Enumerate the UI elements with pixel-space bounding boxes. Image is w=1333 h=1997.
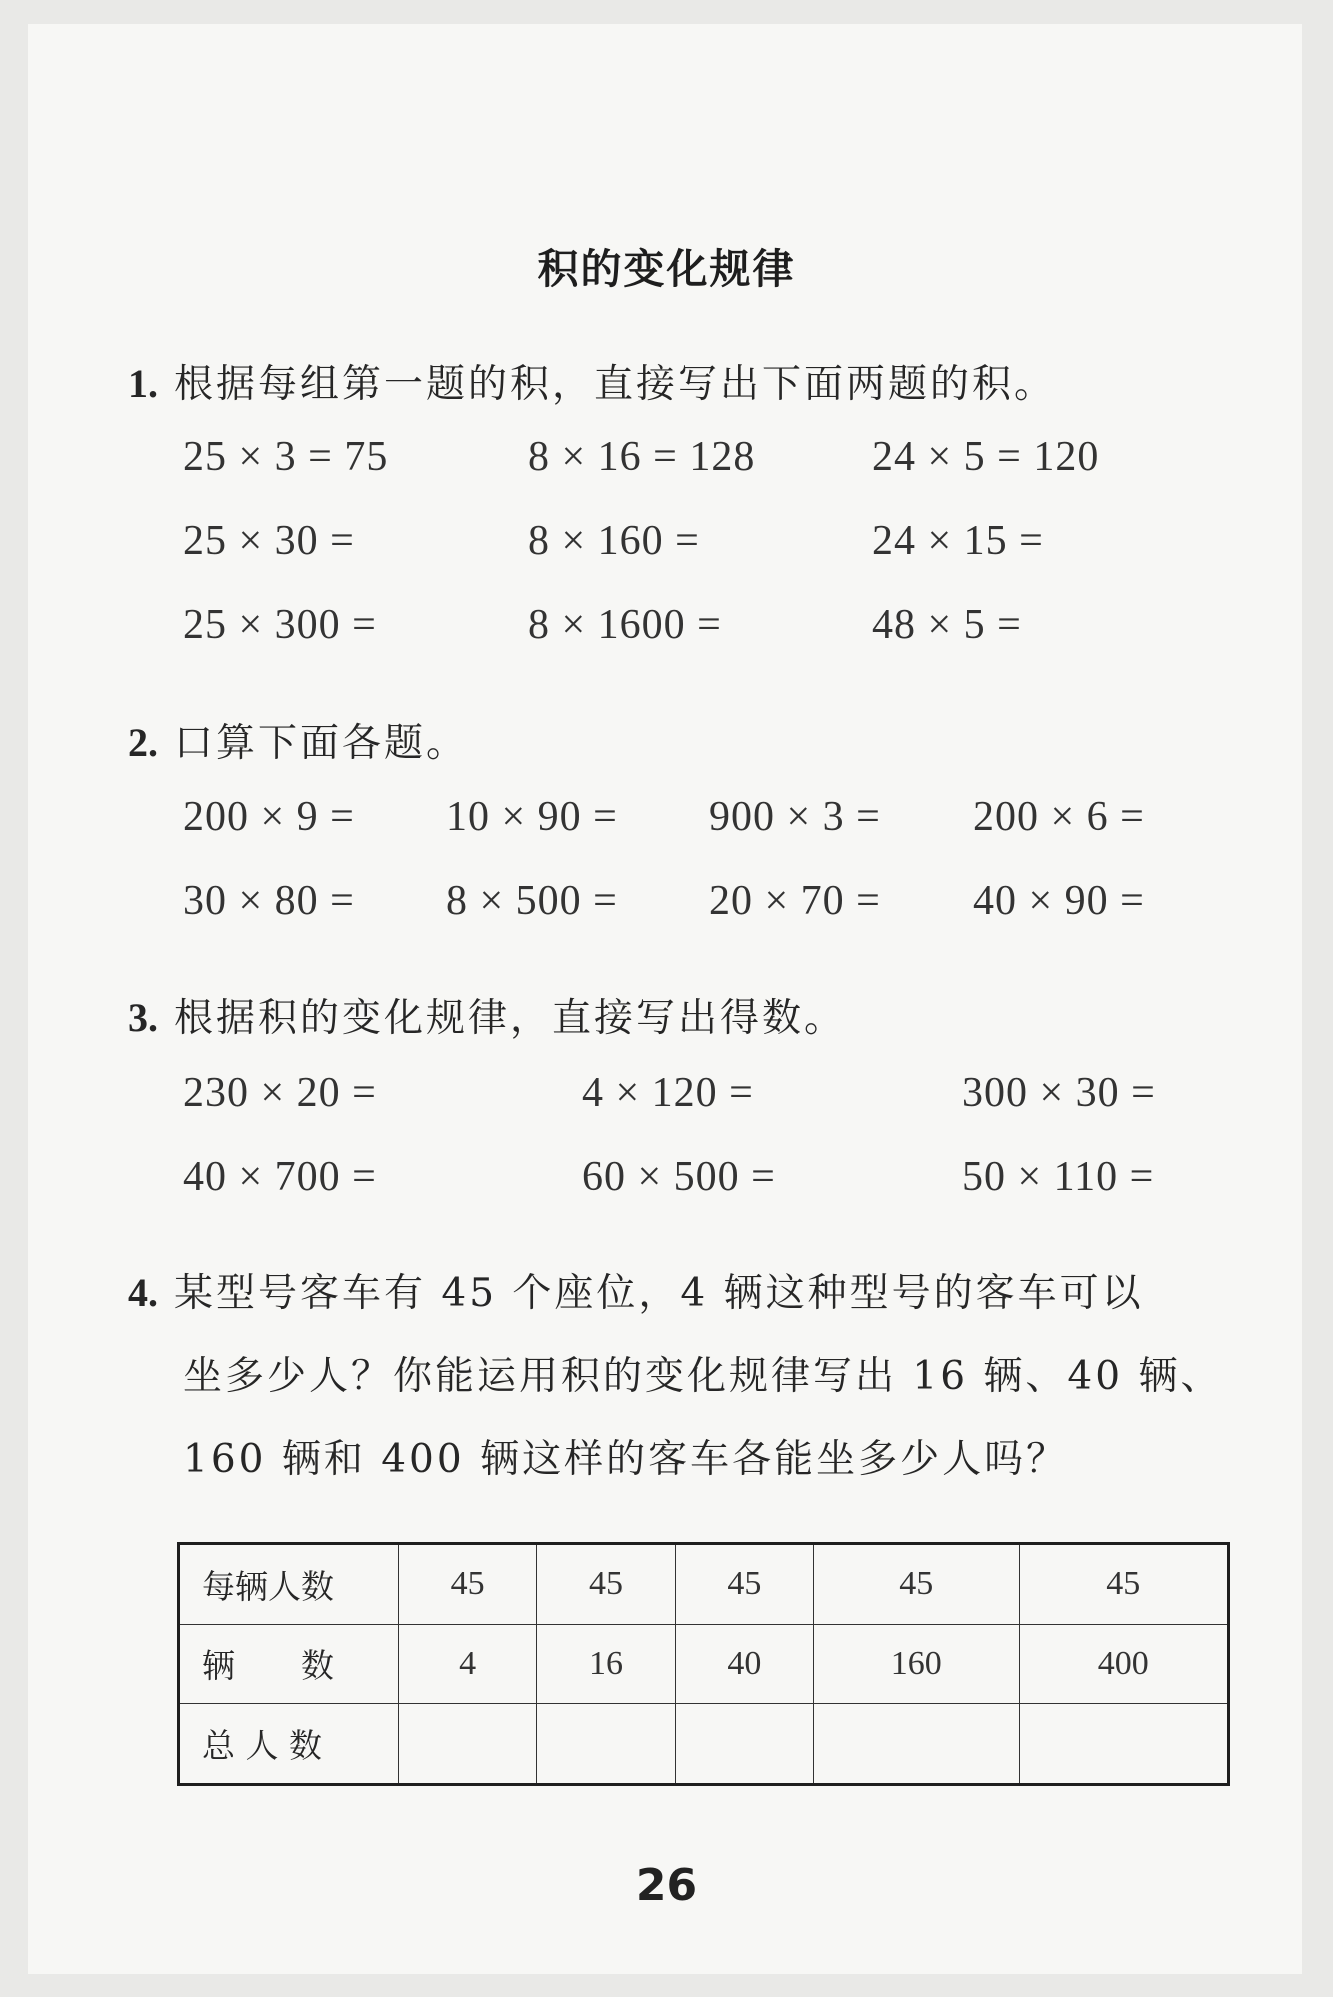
- q1-expression: 25 × 30 =: [183, 518, 355, 564]
- q3-expression: 230 × 20 =: [183, 1070, 377, 1116]
- table-cell: 400: [1019, 1624, 1229, 1703]
- table-cell: 45: [813, 1544, 1019, 1625]
- question-3: [128, 987, 846, 1043]
- row-header: 每辆人数: [179, 1544, 399, 1625]
- question-3-text: 根据积的变化规律，直接写出得数。: [174, 996, 847, 1041]
- answer-cell[interactable]: [399, 1704, 537, 1785]
- q1-expression: 25 × 300 =: [183, 602, 377, 648]
- page-title: 积的变化规律: [537, 245, 796, 293]
- answer-cell[interactable]: [1019, 1704, 1229, 1785]
- q2-expression: 200 × 6 =: [973, 794, 1145, 840]
- q3-expression: 300 × 30 =: [962, 1070, 1156, 1116]
- q2-expression: 200 × 9 =: [183, 794, 355, 840]
- q3-expression: 4 × 120 =: [582, 1070, 754, 1116]
- question-4: [128, 1262, 1144, 1318]
- q1-expression: 24 × 15 =: [872, 518, 1044, 564]
- table-row: [179, 1624, 1229, 1703]
- q2-expression: 8 × 500 =: [446, 878, 618, 924]
- bus-table: [177, 1542, 1230, 1786]
- question-2-text: 口算下面各题。: [174, 721, 469, 766]
- table-cell: 160: [813, 1624, 1019, 1703]
- table-cell: 40: [675, 1624, 813, 1703]
- q1-expression: 48 × 5 =: [872, 602, 1022, 648]
- q1-expression: 8 × 1600 =: [528, 602, 722, 648]
- question-4-text: 某型号客车有 45 个座位，4 辆这种型号的客车可以: [174, 1271, 1144, 1316]
- q2-expression: 900 × 3 =: [709, 794, 881, 840]
- question-4-text: 坐多少人？你能运用积的变化规律写出 16 辆、40 辆、: [183, 1354, 1223, 1399]
- table-row: [179, 1544, 1229, 1625]
- answer-cell[interactable]: [813, 1704, 1019, 1785]
- question-2: [128, 712, 468, 768]
- row-header: 辆 数: [179, 1624, 399, 1703]
- answer-cell[interactable]: [675, 1704, 813, 1785]
- q1-expression: 8 × 16 = 128: [528, 434, 756, 480]
- q2-expression: 30 × 80 =: [183, 878, 355, 924]
- table-cell: 45: [399, 1544, 537, 1625]
- table-cell: 4: [399, 1624, 537, 1703]
- question-1: [128, 353, 1056, 409]
- row-header: 总 人 数: [179, 1704, 399, 1785]
- q2-expression: 10 × 90 =: [446, 794, 618, 840]
- question-1-text: 根据每组第一题的积，直接写出下面两题的积。: [174, 362, 1057, 407]
- question-3-number: 3.: [128, 995, 158, 1040]
- q1-expression: 8 × 160 =: [528, 518, 700, 564]
- question-2-number: 2.: [128, 720, 158, 765]
- table-cell: 45: [675, 1544, 813, 1625]
- q2-expression: 40 × 90 =: [973, 878, 1145, 924]
- q3-expression: 40 × 700 =: [183, 1154, 377, 1200]
- page-number: 26: [635, 1860, 698, 1911]
- table-cell: 45: [1019, 1544, 1229, 1625]
- answer-cell[interactable]: [537, 1704, 675, 1785]
- question-4-text: 160 辆和 400 辆这样的客车各能坐多少人吗？: [183, 1437, 1069, 1482]
- table-row: [179, 1704, 1229, 1785]
- q1-expression: 25 × 3 = 75: [183, 434, 389, 480]
- question-4-number: 4.: [128, 1270, 158, 1315]
- q3-expression: 60 × 500 =: [582, 1154, 776, 1200]
- table-cell: 16: [537, 1624, 675, 1703]
- question-1-number: 1.: [128, 361, 158, 406]
- q2-expression: 20 × 70 =: [709, 878, 881, 924]
- q3-expression: 50 × 110 =: [962, 1154, 1155, 1200]
- q1-expression: 24 × 5 = 120: [872, 434, 1100, 480]
- table-cell: 45: [537, 1544, 675, 1625]
